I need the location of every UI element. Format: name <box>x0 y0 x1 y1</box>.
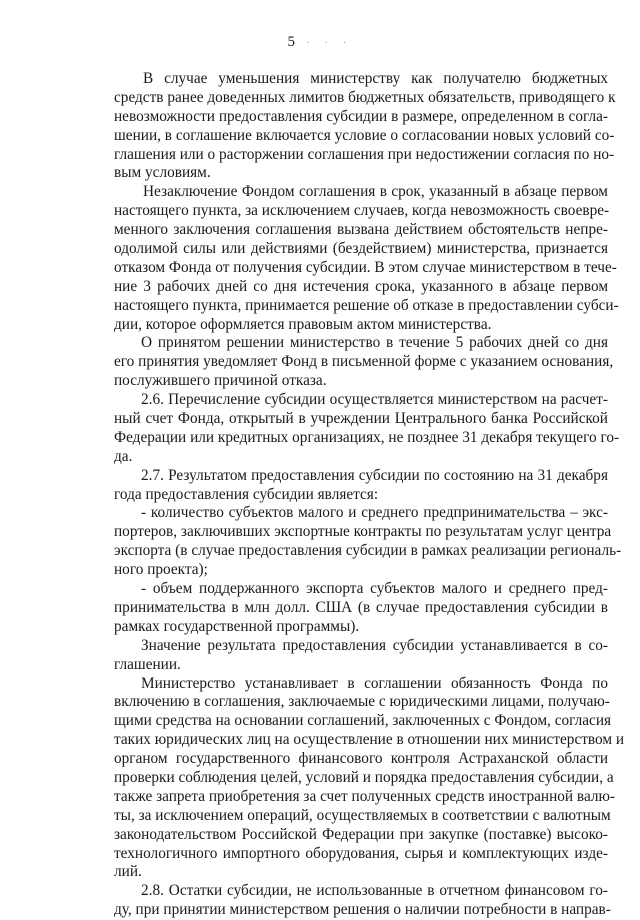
text-line: глашения или о расторжении соглашения при недостижении согласия по но- <box>114 145 615 163</box>
text-line: технологичного импортного оборудования, сырья и комплектующих изде- <box>114 844 608 862</box>
text-line: законодательством Российской Федерации при закупке (поставке) высоко- <box>114 825 608 843</box>
paragraph <box>114 674 625 883</box>
paragraph <box>114 334 614 391</box>
page-number: 5 · · · <box>287 34 353 50</box>
text-line: настоящего пункта, за исключением случаев, когда невозможность своевре- <box>114 202 610 220</box>
text-line: да. <box>114 447 133 465</box>
text-line: 2.7. Результатом предоставления субсидии по состоянию на 31 декабря <box>141 466 608 484</box>
text-line: Федерации или кредитных организациях, не позднее 31 декабря текущего го- <box>114 428 620 446</box>
text-line: дии, которое оформляется правовым актом министерства. <box>114 315 492 333</box>
text-line: послужившего причиной отказа. <box>114 372 327 390</box>
text-line: В случае уменьшения министерству как получателю бюджетных <box>143 70 608 87</box>
text-line: его принятия уведомляет Фонд в письменной форме с указанием основания, <box>114 353 614 371</box>
text-line: таких юридических лиц на осуществление в отношении них министерством и <box>114 731 625 749</box>
paragraph <box>114 467 608 505</box>
text-line: 2.8. Остатки субсидии, не использованные в отчетном финансовом го- <box>141 882 608 900</box>
paragraph <box>114 882 611 920</box>
paragraph <box>114 391 620 467</box>
text-line: Незаключение Фондом соглашения в срок, указанный в абзаце первом <box>143 183 608 201</box>
text-line: рамках государственной программы). <box>114 617 360 635</box>
paragraph <box>114 504 622 580</box>
paragraph <box>114 637 608 675</box>
paragraph <box>114 580 608 637</box>
text-line: Министерство устанавливает в соглашении обязанность Фонда по <box>141 674 608 692</box>
text-line: лий. <box>114 863 142 881</box>
text-line: органом государственного финансового контроля Астраханской области <box>114 750 608 768</box>
text-line: щими средства на основании соглашений, заключенных с Фондом, согласия <box>114 712 612 730</box>
text-line: включению в соглашения, заключаемые с юридическими лицами, получаю- <box>114 693 610 711</box>
text-line: ного проекта); <box>114 561 208 579</box>
text-line: средств ранее доведенных лимитов бюджетных обязательств, приводящего к <box>114 88 616 106</box>
text-line: невозможности предоставления субсидии в размере, определенном в согла- <box>114 107 608 125</box>
text-line: вым условиям. <box>114 164 211 182</box>
text-line: экспорта (в случае предоставления субсидии в рамках реализации региональ- <box>114 542 622 560</box>
text-line: ный счет Фонда, открытый в учреждении Центрального банка Российской <box>114 410 608 428</box>
text-line: также запрета приобретения за счет полученных средств иностранной валю- <box>114 787 616 805</box>
scan-noise-dots: · · · <box>306 37 353 49</box>
text-line: проверки соблюдения целей, условий и порядка предоставления субсидии, а <box>114 768 614 786</box>
text-line: портеров, заключивших экспортные контракты по результатам услуг центра <box>114 523 612 541</box>
text-line: глашении. <box>114 655 181 673</box>
body-text <box>114 70 625 920</box>
text-line: настоящего пункта, принимается решение об отказе в предоставлении субси- <box>114 296 619 314</box>
text-line: принимательства в млн долл. США (в случае предоставления субсидии в <box>114 598 608 616</box>
text-line: О принятом решении министерство в течение 5 рабочих дней со дня <box>141 334 608 352</box>
text-line: года предоставления субсидии является: <box>114 485 379 503</box>
text-line: шении, в соглашение включается условие о согласовании новых условий со- <box>114 126 615 144</box>
text-line: менного заключения соглашения вызвана действием обстоятельств непре- <box>114 221 608 239</box>
text-line: - объем поддержанного экспорта субъектов малого и среднего пред- <box>141 580 608 598</box>
paragraph <box>114 183 619 334</box>
text-line: Значение результата предоставления субсидии устанавливается в со- <box>141 636 608 654</box>
text-line: 2.6. Перечисление субсидии осуществляется министерством на расчет- <box>141 391 608 409</box>
text-line: одолимой силы или действиями (бездействием) министерства, признается <box>114 240 608 258</box>
text-line: ты, за исключением операций, осуществляемых в соответствии с валютным <box>114 806 611 824</box>
text-line: - количество субъектов малого и среднего предпринимательства – экс- <box>141 504 608 522</box>
text-line: ду, при принятии министерством решения о наличии потребности в направ- <box>114 901 611 919</box>
text-line: ние 3 рабочих дней со дня истечения срока, указанного в абзаце первом <box>114 277 608 295</box>
paragraph <box>114 70 616 183</box>
text-line: отказом Фонда от получения субсидии. В этом случае министерством в тече- <box>114 258 617 276</box>
